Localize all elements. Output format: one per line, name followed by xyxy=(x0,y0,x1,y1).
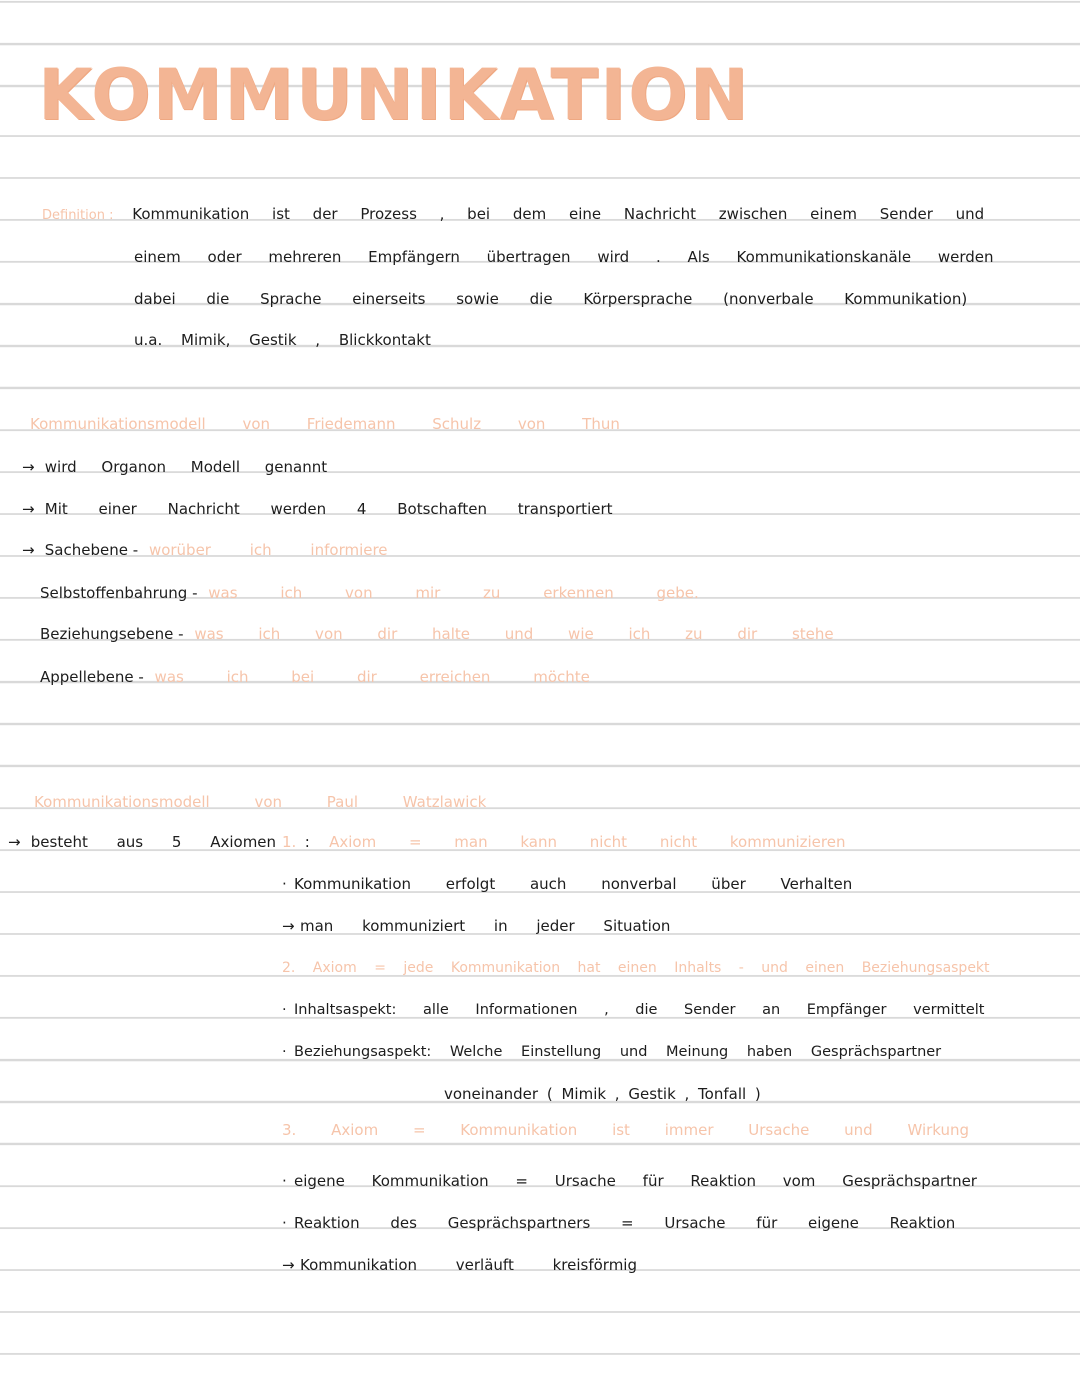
arrow-icon: → xyxy=(282,1256,295,1274)
definition-text-1: Kommunikation ist der Prozess , bei dem eine Nachricht zwischen einem Sender und xyxy=(132,205,985,223)
watzlawick-intro: → besteht aus 5 Axiomen : xyxy=(8,833,310,851)
definition-line-2: einem oder mehreren Empfängern übertragen wird . Als Kommunikationskanäle werden xyxy=(134,248,994,266)
arrow-icon: → xyxy=(22,500,35,518)
level-appellebene: Appellebene - was ich bei dir erreichen möchte xyxy=(40,668,590,686)
arrow-icon: → xyxy=(22,458,35,476)
definition-line-3: dabei die Sprache einerseits sowie die Körpersprache (nonverbale Kommunikation) xyxy=(134,290,968,308)
axiom-1-point-1: · Kommunikation erfolgt auch nonverbal über Verhalten xyxy=(282,875,853,893)
level-beziehungsebene: Beziehungsebene - was ich von dir halte und wie ich zu dir stehe xyxy=(40,625,834,643)
axiom-2: 2. Axiom = jede Kommunikation hat einen Inhalts - und einen Beziehungsaspekt xyxy=(282,960,990,976)
definition-line-4: u.a. Mimik, Gestik , Blickkontakt xyxy=(134,331,431,349)
arrow-icon: → xyxy=(8,833,21,851)
axiom-2-beziehung-cont: voneinander ( Mimik , Gestik , Tonfall ) xyxy=(444,1085,761,1103)
schulz-point-2: → Mit einer Nachricht werden 4 Botschaften transportiert xyxy=(22,500,613,518)
axiom-1-point-2: → man kommuniziert in jeder Situation xyxy=(282,917,671,935)
axiom-3-point-2: · Reaktion des Gesprächspartners = Ursache für eigene Reaktion xyxy=(282,1214,956,1232)
level-sachebene: → Sachebene - worüber ich informiere xyxy=(22,541,388,559)
axiom-2-inhalt: · Inhaltsaspekt: alle Informationen , die Sender an Empfänger vermittelt xyxy=(282,1002,985,1018)
axiom-1: 1. Axiom = man kann nicht nicht kommunizieren xyxy=(282,833,846,851)
watzlawick-heading: Kommunikationsmodell von Paul Watzlawick xyxy=(34,793,487,811)
page-title: KOMMUNIKATION xyxy=(38,54,751,136)
level-selbstoffenbarung: Selbstoffenbahrung - was ich von mir zu erkennen gebe. xyxy=(40,584,699,602)
axiom-2-beziehung: · Beziehungsaspekt: Welche Einstellung und Meinung haben Gesprächspartner xyxy=(282,1044,942,1060)
arrow-icon: → xyxy=(22,541,35,559)
axiom-3-conclusion: → Kommunikation verläuft kreisförmig xyxy=(282,1256,637,1274)
schulz-heading: Kommunikationsmodell von Friedemann Schulz von Thun xyxy=(30,415,620,433)
axiom-3-point-1: · eigene Kommunikation = Ursache für Reaktion vom Gesprächspartner xyxy=(282,1172,977,1190)
schulz-point-1: → wird Organon Modell genannt xyxy=(22,458,328,476)
arrow-icon: → xyxy=(282,917,295,935)
definition-line-1 xyxy=(42,207,984,222)
axiom-3: 3. Axiom = Kommunikation ist immer Ursache und Wirkung xyxy=(282,1121,970,1139)
definition-label: Definition : xyxy=(42,208,114,223)
